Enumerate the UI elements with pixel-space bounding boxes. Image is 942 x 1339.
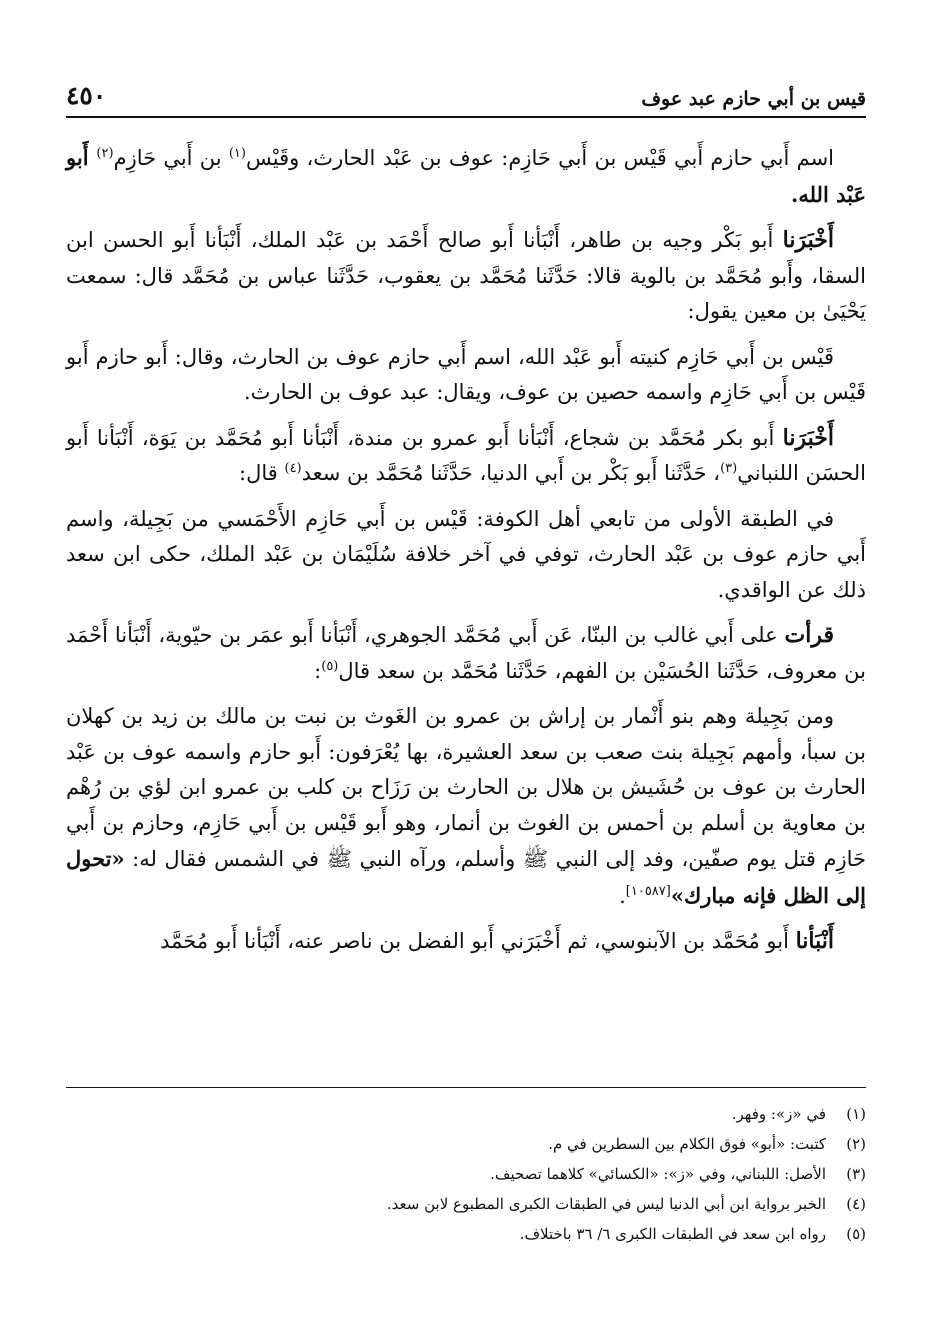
paragraph-text: أَبو بكر مُحَمَّد بن شجاع، أَنْبَأنا أَبو عمرو بن مندة، أَنْبَأنا أَبو مُحَمَّد بن يَوَة، أَنْبَأنا أَبو الحسَن اللنباني	[66, 425, 866, 485]
isnad-keyword: أَخْبَرَنا	[782, 424, 834, 451]
hadith-number: [١٠٥٨٧]	[625, 883, 671, 899]
isnad-keyword: قرأت	[784, 622, 834, 648]
page-header	[66, 70, 866, 118]
footnote-text: الخبر برواية ابن أبي الدنيا ليس في الطبقات الكبرى المطبوع لابن سعد.	[386, 1195, 826, 1213]
footnote-number: (١)	[846, 1105, 866, 1123]
paragraph	[66, 618, 866, 689]
footnote	[66, 1129, 866, 1159]
footnote-text: في «ز»: وفهر.	[731, 1105, 826, 1123]
paragraph-text: في الطبقة الأولى من تابعي أهل الكوفة: قَيْس بن أَبي حَازِم الأَحْمَسي من بَجِيلة، واسم أَبي حازم عوف بن عَبْد الحارث، توفي في آخر خلافة سُلَيْمَان بن عَبْد الملك، حكى ابن سعد ذلك عن الواقدي.	[66, 506, 866, 602]
paragraph-text: قال:	[239, 461, 285, 485]
paragraph-text: قَيْس بن أَبي حَازِم كنيته أَبو عَبْد الله، اسم أَبي حازم عوف بن الحارث، وقال: أَبو حازم أَبو قَيْس بن أَبي حَازِم واسمه حصين بن عوف، ويقال: عبد عوف بن الحارث.	[66, 344, 866, 404]
footnote-number: (٢)	[846, 1135, 866, 1153]
footnote-ref[interactable]: (٢)	[96, 146, 114, 161]
footnotes	[66, 1087, 866, 1249]
footnote-text: رواه ابن سعد في الطبقات الكبرى ٦/ ٣٦ باختلاف.	[519, 1225, 826, 1243]
isnad-keyword: أَخْبَرَنا	[782, 227, 834, 253]
footnote-number: (٣)	[846, 1165, 866, 1183]
footnote-text: الأصل: اللبناني، وفي «ز»: «الكسائي» كلاهما تصحيف.	[490, 1165, 826, 1183]
footnote-text: كتبت: «أبو» فوق الكلام بين السطرين في م.	[548, 1135, 826, 1153]
paragraph-text: ومن بَجِيلة وهم بنو أَنْمار بن إراش بن عمرو بن الغَوث بن نبت بن مالك بن زيد بن كهلان بن سبأ، وأمهم بَجِيلة بنت صعب بن سعد العشيرة، بها يُعْرَفون: أَبو حازم واسمه عوف بن عَبْد الحارث بن عوف بن حُشَيش بن هلال بن الحارث بن رَزَاح بن كلب بن عمرو ابن لؤي بن رُهْم بن معاوية بن أسلم بن أحمس بن الغوث بن أنمار، وهو أَبو قَيْس بن أَبي حَازِم، وحازم بن أَبي حَازِم قتل يوم صفّين، وفد إلى النبي ﷺ وأسلم، ورآه النبي ﷺ في الشمس فقال له:	[66, 704, 866, 871]
paragraph	[66, 502, 866, 609]
paragraph	[66, 924, 866, 960]
paragraph	[66, 223, 866, 330]
footnote	[66, 1189, 866, 1219]
footnote	[66, 1099, 866, 1129]
isnad-keyword: أَنْبَأنا	[795, 928, 834, 954]
paragraph-text: بن أَبي حَازِم	[113, 146, 229, 170]
paragraph	[66, 340, 866, 411]
paragraph	[66, 699, 866, 914]
main-text	[66, 140, 866, 970]
paragraph-text: :	[314, 658, 322, 683]
paragraph-text: على أَبي غالب بن البنّا، عَن أَبي مُحَمَّد الجوهري، أَنْبَأنا أَبو عمَر بن حيّوية، أَنْبَأنا أَحْمَد بن معروف، حَدَّثَنا الحُسَيْن بن الفهم، حَدَّثَنا مُحَمَّد بن سعد قال	[66, 623, 866, 683]
paragraph-text: .	[619, 883, 626, 908]
hadith-quote: «تحول إلى الظل فإنه مبارك»	[66, 846, 866, 908]
footnote	[66, 1219, 866, 1249]
footnote-number: (٤)	[846, 1195, 866, 1213]
paragraph-text: ، حَدَّثَنا أَبو بَكْر بن أَبي الدنيا، حَدَّثَنا مُحَمَّد بن سعد	[301, 461, 721, 485]
footnote	[66, 1159, 866, 1189]
paragraph	[66, 140, 866, 213]
paragraph-text: اسم أَبي حازم أَبي قَيْس بن أَبي حَازِم: عوف بن عَبْد الحارث، وقَيْس	[245, 146, 835, 170]
footnote-divider	[66, 1087, 866, 1088]
footnote-ref[interactable]: (٤)	[284, 461, 302, 476]
footnote-ref[interactable]: (٥)	[321, 658, 339, 674]
running-title: قيس بن أبي حازم عبد عوف	[641, 88, 866, 110]
paragraph	[66, 421, 866, 492]
footnote-list	[66, 1099, 866, 1249]
page-number: ٤٥٠	[66, 81, 107, 110]
paragraph-text: أَبو مُحَمَّد بن الآبنوسي، ثم أَخْبَرَني أَبو الفضل بن ناصر عنه، أَنْبَأنا أَبو مُحَمَّد	[160, 929, 796, 953]
paragraph-text: أَبو بَكْر وجيه بن طاهر، أَنْبَأنا أَبو صالح أَحْمَد بن عَبْد الملك، أَنْبَأنا أَبو الحسن ابن السقا، وأَبو مُحَمَّد بن بالوية قالا: حَدَّثَنا مُحَمَّد بن يعقوب، حَدَّثَنا عباس بن مُحَمَّد قال: سمعت يَحْيَىٰ بن معين يقول:	[66, 228, 866, 323]
footnote-ref[interactable]: (١)	[228, 146, 246, 161]
paragraph-text: أَبو عَبْد الله.	[66, 145, 866, 207]
footnote-ref[interactable]: (٣)	[720, 461, 738, 476]
footnote-number: (٥)	[846, 1225, 866, 1243]
